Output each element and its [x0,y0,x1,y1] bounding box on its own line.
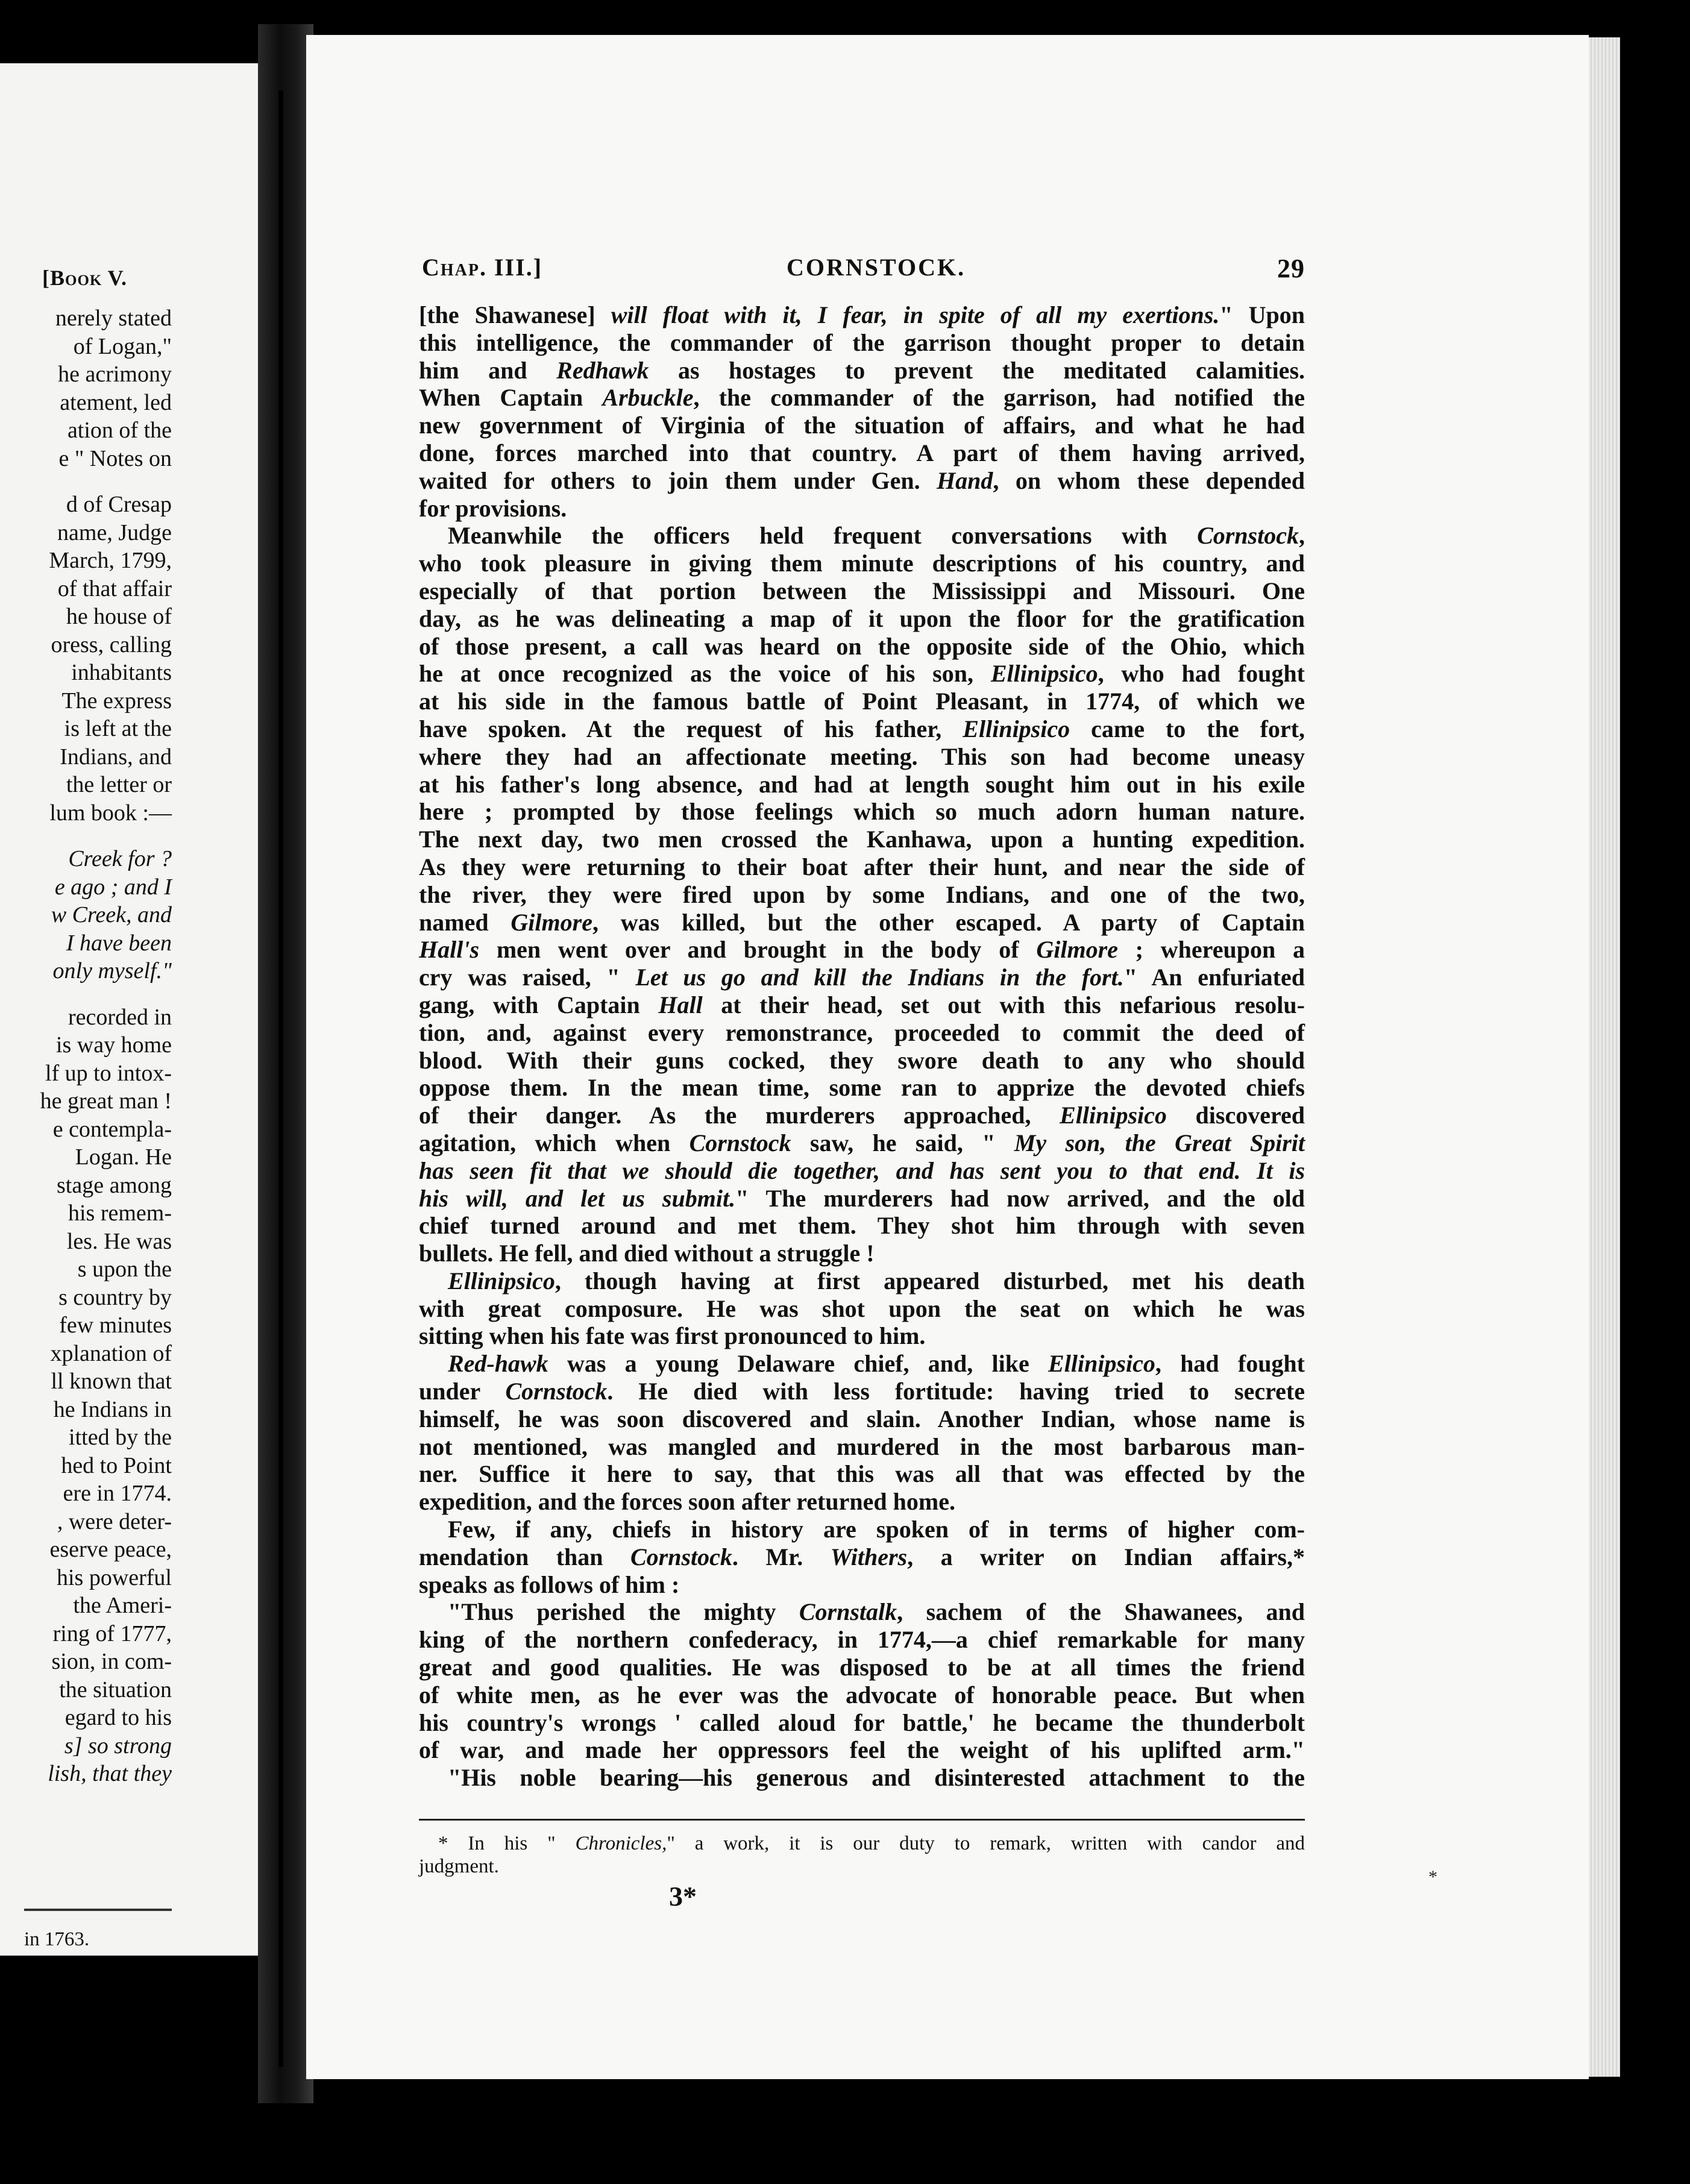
left-page-line: he great man ! [40,1088,172,1114]
body-line: great and good qualities. He was disposed to be at all times the friend [419,1654,1305,1681]
running-head [422,253,1305,283]
left-page-line: his remem- [68,1200,172,1226]
body-line: his will, and let us submit." The murderers had now arrived, and the old [419,1184,1305,1212]
left-page-lines [0,304,172,1788]
body-line: this intelligence, the commander of the garrison thought proper to detain [419,328,1305,356]
body-line: gang, with Captain Hall at their head, set out with this nefarious resolu- [419,991,1305,1018]
left-page-line: the situation [59,1677,172,1702]
body-line: here ; prompted by those feelings which so much adorn human nature. [419,798,1305,826]
body-line: for provisions. [419,494,567,522]
body-line: expedition, and the forces soon after returned home. [419,1488,955,1516]
body-line: blood. With their guns cocked, they swore death to any who should [419,1046,1305,1074]
body-line: speaks as follows of him : [419,1571,680,1598]
left-page-line: xplanation of [50,1340,172,1366]
left-page-line: his powerful [56,1564,172,1590]
left-page-line: he Indians in [53,1396,172,1422]
body-line: [the Shawanese] will float with it, I fear, in spite of all my exertions." Upon [419,301,1305,328]
left-page-line: e ago ; and I [54,874,172,900]
body-line: bullets. He fell, and died without a struggle ! [419,1240,875,1267]
body-line: "Thus perished the mighty Cornstalk, sachem of the Shawanees, and [448,1598,1305,1626]
chapter-label: Chap. III.] [422,254,543,281]
left-page-line: sion, in com- [51,1649,172,1674]
left-page-line: is left at the [64,716,172,741]
left-page-line: oress, calling [51,632,172,657]
left-page-line: hed to Point [61,1452,172,1478]
body-line: Meanwhile the officers held frequent conversations with Cornstock, [448,522,1305,550]
body-line: Red-hawk was a young Delaware chief, and, like Ellinipsico, had fought [448,1350,1305,1378]
body-line: When Captain Arbuckle, the commander of the garrison, had notified the [419,384,1305,412]
page-edges [1589,37,1620,2077]
left-page-line: I have been [66,930,172,956]
left-page-line: les. He was [66,1228,172,1254]
left-page-line: eserve peace, [49,1537,172,1562]
body-line: cry was raised, " Let us go and kill the Indians in the fort." An enfuriated [419,964,1305,991]
body-line: the river, they were fired upon by some Indians, and one of the two, [419,880,1305,908]
left-page-line: s upon the [77,1257,172,1282]
left-footnote-rule [24,1909,172,1911]
body-line: himself, he was soon discovered and slain. Another Indian, whose name is [419,1405,1305,1432]
body-line: waited for others to join them under Gen. Hand, on whom these depended [419,466,1305,494]
body-line: of war, and made her oppressors feel the weight of his uplifted arm." [419,1736,1305,1764]
body-line: at his side in the famous battle of Point Pleasant, in 1774, of which we [419,688,1305,715]
footnote-line: judgment. [419,1856,499,1877]
left-page-line: ation of the [67,418,172,443]
body-line: Few, if any, chiefs in history are spoken of in terms of higher com- [448,1516,1305,1543]
body-line: has seen fit that we should die together, and has sent you to that end. It is [419,1156,1305,1184]
body-line: of their danger. As the murderers approached, Ellinipsico discovered [419,1102,1305,1129]
left-page-line [0,827,172,845]
body-line: he at once recognized as the voice of his son, Ellinipsico, who had fought [419,660,1305,688]
body-line: Ellinipsico, though having at first appeared disturbed, met his death [448,1267,1305,1294]
left-page-line: he house of [66,604,172,629]
left-page-fragment [0,63,258,1956]
body-line: under Cornstock. He died with less fortitude: having tried to secrete [419,1378,1305,1405]
body-line: tion, and, against every remonstrance, proceeded to commit the deed of [419,1018,1305,1046]
left-page-line: Indians, and [60,744,172,770]
body-line: The next day, two men crossed the Kanhawa, upon a hunting expedition. [419,826,1305,853]
footnote-rule [419,1819,1305,1821]
left-page-header: [Book V. [42,266,128,290]
body-line: sitting when his fate was first pronounced to him. [419,1322,926,1350]
left-page-line: ll known that [51,1369,172,1394]
left-page-line: egard to his [64,1705,172,1730]
left-page-line: lish, that they [48,1761,172,1786]
left-page-line: s] so strong [64,1733,172,1759]
left-page-line: e " Notes on [58,445,172,471]
footnote-line: * In his " Chronicles," a work, it is our duty to remark, written with candor and [438,1833,1305,1854]
margin-mark: * [1428,1867,1437,1887]
left-page-line [0,472,172,491]
left-page-line: name, Judge [57,519,172,545]
body-line: have spoken. At the request of his father, Ellinipsico came to the fort, [419,715,1305,742]
left-page-line: ring of 1777, [52,1621,172,1646]
page-title: CORNSTOCK. [787,254,966,281]
body-line: chief turned around and met them. They shot him through with seven [419,1212,1305,1240]
left-page-line: atement, led [60,389,172,415]
left-page-line: s country by [58,1284,172,1310]
body-line: done, forces marched into that country. A part of them having arrived, [419,439,1305,466]
left-page-line: recorded in [68,1004,172,1030]
body-line: him and Redhawk as hostages to prevent the meditated calamities. [419,356,1305,384]
left-page-line: Creek for ? [68,846,172,871]
left-page-line: stage among [56,1172,172,1198]
left-page-line: d of Cresap [66,492,172,517]
body-line: especially of that portion between the Mississippi and Missouri. One [419,577,1305,604]
left-page-line: itted by the [69,1425,172,1450]
body-line: agitation, which when Cornstock saw, he said, " My son, the Great Spirit [419,1129,1305,1156]
body-line: of white men, as he ever was the advocate of honorable peace. But when [419,1681,1305,1709]
body-line: oppose them. In the mean time, some ran to apprize the devoted chiefs [419,1074,1305,1102]
body-line: As they were returning to their boat after their hunt, and near the side of [419,853,1305,880]
body-line: his country's wrongs ' called aloud for battle,' he became the thunderbolt [419,1709,1305,1736]
left-page-line: few minutes [59,1313,172,1338]
left-page-line: only myself." [52,958,172,984]
left-page-line: the letter or [66,772,172,797]
page-number: 29 [1277,254,1305,283]
left-page-line: March, 1799, [49,548,172,573]
body-text [419,301,1305,1792]
left-page-line: , were deter- [57,1508,172,1534]
body-line: not mentioned, was mangled and murdered in the most barbarous man- [419,1432,1305,1460]
body-line: with great composure. He was shot upon the seat on which he was [419,1294,1305,1322]
body-line: ner. Suffice it here to say, that this was all that was effected by the [419,1460,1305,1488]
left-page-line: of Logan," [73,333,172,359]
body-line: who took pleasure in giving them minute descriptions of his country, and [419,550,1305,577]
left-page-line: nerely stated [55,306,172,331]
left-page-line: lum book :— [49,800,172,826]
left-page-line: of that affair [57,576,172,601]
left-page-line: he acrimony [58,362,172,387]
left-page-line: is way home [55,1032,172,1058]
body-line: Hall's men went over and brought in the body of Gilmore ; whereupon a [419,936,1305,964]
body-line: named Gilmore, was killed, but the other escaped. A party of Captain [419,908,1305,936]
binding-line [278,90,283,2067]
body-line: day, as he was delineating a map of it upon the floor for the gratification [419,604,1305,632]
left-page-line [0,985,172,1003]
left-page-line: ere in 1774. [63,1481,172,1506]
signature-mark: 3* [669,1881,697,1912]
body-line: "His noble bearing—his generous and disinterested attachment to the [448,1764,1305,1792]
footnote [419,1832,1305,1878]
left-page-line: lf up to intox- [45,1060,172,1086]
body-line: king of the northern confederacy, in 1774,—a chief remarkable for many [419,1626,1305,1654]
body-line: at his father's long absence, and had at length sought him out in his exile [419,770,1305,798]
left-page-footnote: in 1763. [24,1928,90,1950]
body-line: mendation than Cornstock. Mr. Withers, a writer on Indian affairs,* [419,1543,1305,1571]
left-page-line: w Creek, and [51,902,172,927]
left-page-line: inhabitants [71,660,172,685]
body-line: new government of Virginia of the situation of affairs, and what he had [419,412,1305,439]
book-gutter [258,24,313,2103]
left-page-line: e contempla- [52,1116,172,1142]
left-page-line: Logan. He [75,1144,172,1170]
left-page-line: the Ameri- [73,1593,172,1618]
left-page-line: The express [61,688,172,714]
body-line: where they had an affectionate meeting. This son had become uneasy [419,742,1305,770]
body-line: of those present, a call was heard on the opposite side of the Ohio, which [419,632,1305,660]
